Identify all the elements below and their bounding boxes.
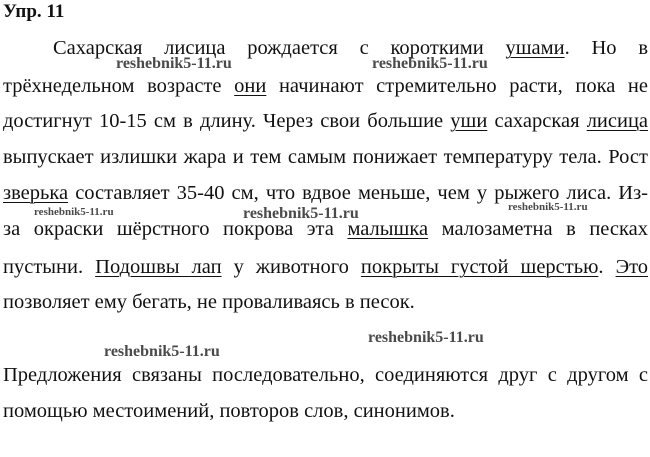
- paragraph-line-4: [3, 144, 648, 170]
- paragraph-line-2: [3, 73, 648, 99]
- paragraph-line-1: [3, 35, 648, 61]
- text-segment: Сахарская лисица рождается с короткими: [53, 37, 484, 59]
- underlined-word: ушами: [505, 37, 565, 59]
- text-segment: .: [598, 256, 604, 278]
- watermark: reshebnik5-11.ru: [372, 55, 488, 72]
- underlined-word: они: [234, 75, 267, 97]
- text-segment: пустыни.: [3, 256, 84, 278]
- watermark: reshebnik5-11.ru: [243, 205, 359, 222]
- watermark: reshebnik5-11.ru: [116, 55, 232, 72]
- conclusion-line-1: [3, 362, 648, 388]
- paragraph-line-3: [3, 108, 648, 134]
- watermark: reshebnik5-11.ru: [34, 206, 114, 218]
- text-segment: выпускает излишки жара и тем самым понижает температуру тела. Рост: [3, 146, 648, 168]
- underlined-word: покрыты густой шерстью: [360, 256, 599, 278]
- watermark: reshebnik5-11.ru: [508, 201, 588, 213]
- text-segment: достигнут 10-15 см в длину. Через свои большие: [3, 110, 444, 132]
- text-segment: начинают стремительно расти, пока не: [278, 75, 648, 97]
- exercise-title: Упр. 11: [3, 1, 65, 22]
- paragraph-line-8: [3, 289, 648, 315]
- paragraph-line-7: [3, 254, 648, 280]
- text-segment: помощью местоимений, повторов слов, синонимов.: [3, 400, 455, 422]
- underlined-word: зверька: [3, 182, 69, 204]
- text-segment: малозаметна в песках: [441, 218, 649, 240]
- text-segment: за окраски шёрстного покрова эта: [3, 218, 334, 240]
- watermark: reshebnik5-11.ru: [368, 329, 484, 346]
- watermark: reshebnik5-11.ru: [104, 343, 220, 360]
- text-segment: трёхнедельном возрасте: [3, 75, 222, 97]
- text-segment: позволяет ему бегать, не проваливаясь в песок.: [3, 291, 415, 313]
- underlined-word: лисица: [586, 110, 649, 132]
- text-segment: Предложения связаны последовательно, соединяются друг с другом с: [3, 364, 648, 386]
- text-segment: у животного: [233, 256, 349, 278]
- underlined-word: Подошвы лап: [95, 256, 222, 278]
- underlined-word: уши: [450, 110, 488, 132]
- text-segment: . Но в: [564, 37, 649, 59]
- text-segment: составляет 35-40 см, что вдвое меньше, чем у рыжего лиса. Из-: [75, 182, 648, 204]
- underlined-word: малышка: [347, 218, 429, 240]
- text-segment: сахарская: [494, 110, 580, 132]
- conclusion-line-2: [3, 398, 648, 424]
- underlined-word: Это: [615, 256, 649, 278]
